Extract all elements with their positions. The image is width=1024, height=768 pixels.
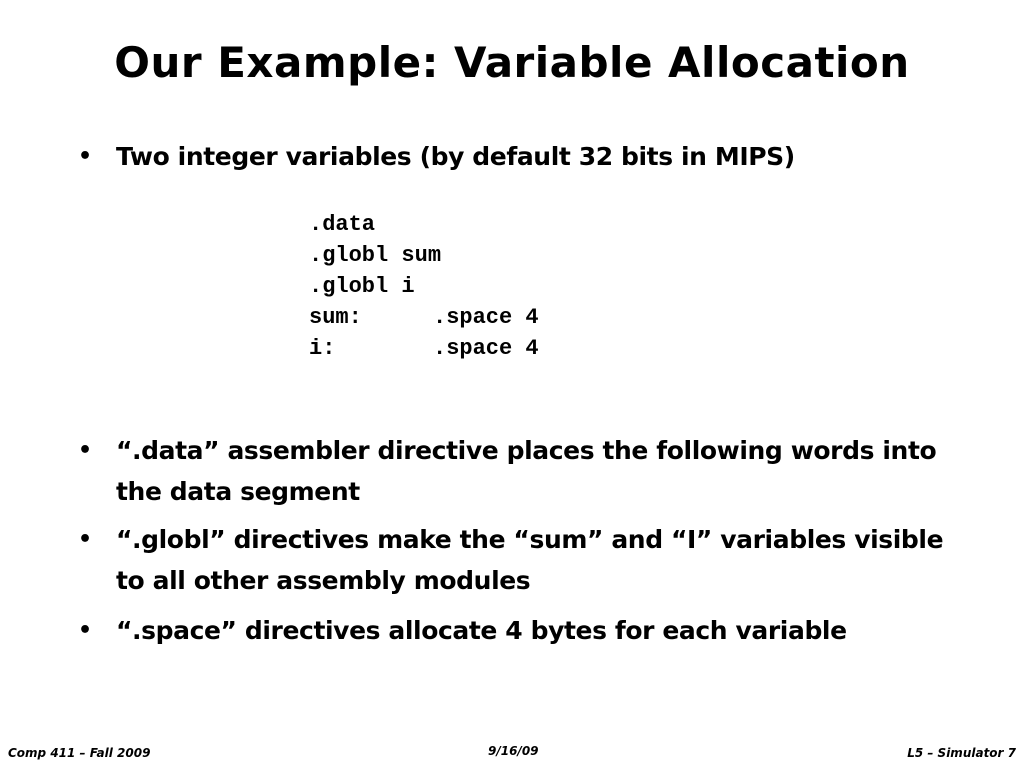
bullet-text: “.globl” directives make the “sum” and “I” variables visible to all other assembly modules	[116, 525, 944, 595]
footer-lecture-page: L5 – Simulator 7	[907, 746, 1016, 760]
code-label: i:	[309, 336, 336, 361]
code-line	[309, 209, 539, 240]
bullet-text: “.space” directives allocate 4 bytes for each variable	[116, 616, 847, 645]
code-line	[309, 333, 539, 364]
code-label: .globl i	[309, 274, 415, 299]
footer-course: Comp 411 – Fall 2009	[8, 746, 151, 760]
bullet-text: “.data” assembler directive places the following words into the data segment	[116, 436, 937, 506]
slide-title: Our Example: Variable Allocation	[114, 38, 910, 87]
bullet-icon: •	[78, 618, 92, 643]
code-line	[309, 271, 539, 302]
code-block	[309, 209, 539, 364]
bullet-item	[78, 610, 958, 651]
code-value: .space 4	[433, 336, 539, 361]
code-line	[309, 240, 539, 271]
bullet-item	[78, 136, 958, 177]
bullet-icon: •	[78, 527, 92, 552]
code-value: .space 4	[433, 305, 539, 330]
bullet-item	[78, 430, 958, 512]
bullet-text: Two integer variables (by default 32 bits in MIPS)	[116, 142, 795, 171]
footer-date: 9/16/09	[488, 744, 539, 758]
code-label: .data	[309, 212, 376, 237]
code-label: .globl sum	[309, 243, 442, 268]
bullet-item	[78, 519, 958, 601]
code-label: sum:	[309, 305, 362, 330]
code-line	[309, 302, 539, 333]
bullet-icon: •	[78, 438, 92, 463]
bullet-icon: •	[78, 144, 92, 169]
